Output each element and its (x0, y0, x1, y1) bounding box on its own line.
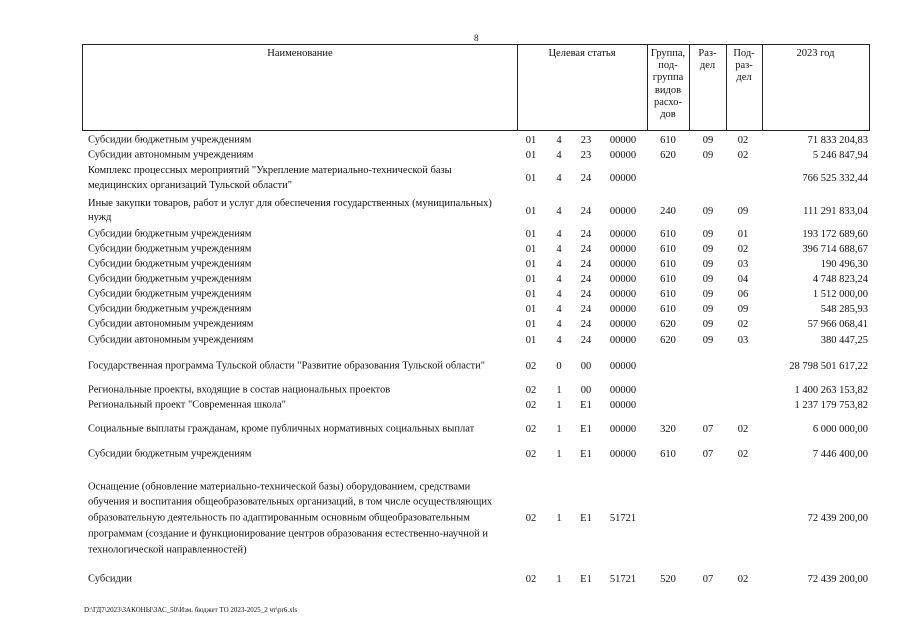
row-name: Региональные проекты, входящие в состав национальных проектов (88, 384, 391, 396)
header-target-article: Целевая статья (548, 48, 616, 59)
target-part-1: 02 (525, 399, 537, 411)
amount-2023: 380 447,25 (820, 334, 868, 346)
target-part-2: 1 (556, 423, 562, 435)
target-part-2: 4 (556, 228, 562, 240)
table-row (0, 272, 905, 287)
target-part-3: E1 (580, 448, 592, 460)
amount-2023: 57 966 068,41 (807, 318, 868, 330)
target-part-3: E1 (580, 573, 592, 585)
header-subsection: Под- раз- дел (733, 48, 755, 84)
expense-group: 610 (660, 243, 676, 255)
target-part-1: 02 (525, 512, 537, 524)
expense-group: 620 (660, 334, 676, 346)
subsection: 09 (737, 303, 749, 315)
target-part-4: 00000 (609, 149, 637, 161)
target-part-4: 00000 (609, 134, 637, 146)
subsection: 02 (737, 573, 749, 585)
amount-2023: 72 439 200,00 (807, 512, 868, 524)
target-part-4: 00000 (609, 205, 637, 217)
target-part-2: 1 (556, 399, 562, 411)
target-part-3: E1 (580, 512, 592, 524)
table-row (0, 302, 905, 317)
target-part-1: 01 (525, 205, 537, 217)
row-name: Государственная программа Тульской области "Развитие образования Тульской области" (88, 360, 486, 372)
target-part-3: 23 (580, 134, 592, 146)
section: 09 (702, 288, 714, 300)
target-part-1: 01 (525, 149, 537, 161)
amount-2023: 193 172 689,60 (802, 228, 868, 240)
subsection: 03 (737, 258, 749, 270)
row-name: Социальные выплаты гражданам, кроме публичных нормативных социальных выплат (88, 423, 475, 435)
target-part-2: 4 (556, 205, 562, 217)
file-path-footer: D:\ГД7\2023\ЗАКОНЫ\ЗАС_50\Изм. бюджет ТО 2023-2025_2 чт\pr6.xls (84, 606, 298, 614)
amount-2023: 4 748 823,24 (812, 273, 868, 285)
target-part-3: 00 (580, 360, 592, 372)
target-part-1: 02 (525, 360, 537, 372)
expense-group: 610 (660, 258, 676, 270)
header-year: 2023 год (796, 48, 835, 59)
target-part-4: 51721 (609, 573, 637, 585)
target-part-4: 00000 (609, 258, 637, 270)
target-part-2: 4 (556, 273, 562, 285)
target-part-1: 01 (525, 172, 537, 184)
expense-group: 610 (660, 303, 676, 315)
target-part-2: 4 (556, 243, 562, 255)
expense-group: 610 (660, 448, 676, 460)
target-part-2: 4 (556, 149, 562, 161)
amount-2023: 548 285,93 (820, 303, 868, 315)
target-part-3: E1 (580, 399, 592, 411)
table-row (0, 351, 905, 382)
amount-2023: 766 525 332,44 (802, 172, 868, 184)
row-name: Субсидии (88, 573, 133, 585)
target-part-4: 00000 (609, 448, 637, 460)
target-part-1: 02 (525, 448, 537, 460)
header-name: Наименование (267, 48, 333, 59)
table-row (0, 317, 905, 332)
target-part-1: 01 (525, 288, 537, 300)
expense-group: 240 (660, 205, 676, 217)
target-part-3: 24 (580, 172, 592, 184)
target-part-4: 00000 (609, 318, 637, 330)
subsection: 02 (737, 318, 749, 330)
target-part-1: 02 (525, 573, 537, 585)
target-part-1: 01 (525, 318, 537, 330)
section: 09 (702, 134, 714, 146)
table-header (82, 44, 870, 131)
target-part-2: 1 (556, 573, 562, 585)
target-part-4: 00000 (609, 273, 637, 285)
target-part-4: 51721 (609, 512, 637, 524)
subsection: 03 (737, 334, 749, 346)
target-part-1: 02 (525, 423, 537, 435)
target-part-1: 01 (525, 243, 537, 255)
subsection: 04 (737, 273, 749, 285)
expense-group: 620 (660, 149, 676, 161)
target-part-3: 00 (580, 384, 592, 396)
table-row (0, 332, 905, 349)
table-row (0, 133, 905, 148)
target-part-2: 1 (556, 512, 562, 524)
row-name: Региональный проект "Современная школа" (88, 399, 286, 411)
target-part-1: 01 (525, 303, 537, 315)
row-name: Субсидии бюджетным учреждениям (88, 228, 252, 240)
expense-group: 620 (660, 318, 676, 330)
row-name: Субсидии автономным учреждениям (88, 318, 254, 330)
section: 09 (702, 149, 714, 161)
target-part-2: 0 (556, 360, 562, 372)
table-row (0, 414, 905, 446)
target-part-3: E1 (580, 423, 592, 435)
table-row (0, 471, 905, 566)
table-row (0, 571, 905, 588)
expense-group: 610 (660, 134, 676, 146)
target-part-3: 24 (580, 258, 592, 270)
target-part-3: 24 (580, 228, 592, 240)
header-expense-group: Группа, под- группа видов расхо- дов (650, 48, 686, 121)
amount-2023: 190 496,30 (820, 258, 868, 270)
amount-2023: 7 446 400,00 (812, 448, 868, 460)
target-part-3: 23 (580, 149, 592, 161)
subsection: 02 (737, 448, 749, 460)
target-part-2: 4 (556, 134, 562, 146)
subsection: 02 (737, 243, 749, 255)
target-part-1: 01 (525, 273, 537, 285)
subsection: 09 (737, 205, 749, 217)
row-name: Субсидии бюджетным учреждениям (88, 303, 252, 315)
target-part-4: 00000 (609, 423, 637, 435)
row-name: Субсидии бюджетным учреждениям (88, 258, 252, 270)
subsection: 02 (737, 134, 749, 146)
target-part-1: 02 (525, 384, 537, 396)
target-part-4: 00000 (609, 303, 637, 315)
section: 09 (702, 334, 714, 346)
section: 09 (702, 243, 714, 255)
target-part-1: 01 (525, 258, 537, 270)
table-row (0, 148, 905, 163)
target-part-2: 4 (556, 288, 562, 300)
target-part-2: 4 (556, 172, 562, 184)
expense-group: 610 (660, 288, 676, 300)
section: 09 (702, 318, 714, 330)
amount-2023: 396 714 688,67 (802, 243, 868, 255)
table-row (0, 446, 905, 464)
target-part-4: 00000 (609, 228, 637, 240)
target-part-2: 4 (556, 334, 562, 346)
table-row (0, 398, 905, 413)
section: 09 (702, 258, 714, 270)
header-section: Раз- дел (698, 48, 717, 72)
section: 09 (702, 228, 714, 240)
target-part-2: 4 (556, 318, 562, 330)
row-name: Субсидии автономным учреждениям (88, 334, 254, 346)
target-part-3: 24 (580, 288, 592, 300)
target-part-4: 00000 (609, 399, 637, 411)
subsection: 02 (737, 423, 749, 435)
target-part-4: 00000 (609, 288, 637, 300)
table-row (0, 227, 905, 242)
section: 07 (702, 573, 714, 585)
target-part-2: 1 (556, 448, 562, 460)
target-part-3: 24 (580, 205, 592, 217)
target-part-4: 00000 (609, 243, 637, 255)
target-part-1: 01 (525, 334, 537, 346)
amount-2023: 71 833 204,83 (807, 134, 868, 146)
row-name: Субсидии бюджетным учреждениям (88, 134, 252, 146)
section: 07 (702, 448, 714, 460)
table-row (0, 242, 905, 257)
target-part-3: 24 (580, 334, 592, 346)
section: 09 (702, 303, 714, 315)
row-name: Иные закупки товаров, работ и услуг для обеспечения государственных (муниципальных) нужд (88, 197, 492, 224)
expense-group: 320 (660, 423, 676, 435)
expense-group: 520 (660, 573, 676, 585)
subsection: 06 (737, 288, 749, 300)
row-name: Субсидии автономным учреждениям (88, 149, 254, 161)
row-name: Субсидии бюджетным учреждениям (88, 448, 252, 460)
amount-2023: 28 798 501 617,22 (789, 360, 868, 372)
target-part-4: 00000 (609, 334, 637, 346)
amount-2023: 1 237 179 753,82 (794, 399, 868, 411)
section: 09 (702, 205, 714, 217)
target-part-3: 24 (580, 243, 592, 255)
target-part-1: 01 (525, 134, 537, 146)
row-name: Субсидии бюджетным учреждениям (88, 243, 252, 255)
table-row (0, 287, 905, 302)
amount-2023: 111 291 833,04 (803, 205, 868, 217)
target-part-2: 4 (556, 303, 562, 315)
amount-2023: 72 439 200,00 (807, 573, 868, 585)
row-name: Комплекс процессных мероприятий "Укрепление материально-технической базы медицинских организаций Тульской области" (88, 165, 452, 191)
expense-group: 610 (660, 228, 676, 240)
target-part-1: 01 (525, 228, 537, 240)
table-row (0, 257, 905, 272)
expense-group: 610 (660, 273, 676, 285)
target-part-3: 24 (580, 318, 592, 330)
amount-2023: 1 512 000,00 (812, 288, 868, 300)
row-name: Субсидии бюджетным учреждениям (88, 273, 252, 285)
section: 07 (702, 423, 714, 435)
target-part-4: 00000 (609, 172, 637, 184)
row-name: Субсидии бюджетным учреждениям (88, 288, 252, 300)
table-row (0, 163, 905, 195)
target-part-3: 24 (580, 273, 592, 285)
subsection: 01 (737, 228, 749, 240)
page-number: 8 (474, 33, 479, 43)
row-name: Оснащение (обновление материально-технической базы) оборудованием, средствами обучения и воспитания общеобразовательных организаций, в том числе осуществляющих образовательную деятельность по адаптированным основным общеобразовательным программам (создание и функционирование центров образования естественно-научной и технологической направленностей) (88, 481, 493, 556)
subsection: 02 (737, 149, 749, 161)
target-part-2: 4 (556, 258, 562, 270)
target-part-4: 00000 (609, 360, 637, 372)
target-part-3: 24 (580, 303, 592, 315)
amount-2023: 6 000 000,00 (812, 423, 868, 435)
section: 09 (702, 273, 714, 285)
amount-2023: 5 246 847,94 (812, 149, 868, 161)
target-part-2: 1 (556, 384, 562, 396)
amount-2023: 1 400 263 153,82 (794, 384, 868, 396)
target-part-4: 00000 (609, 384, 637, 396)
table-row (0, 383, 905, 398)
table-row (0, 196, 905, 227)
